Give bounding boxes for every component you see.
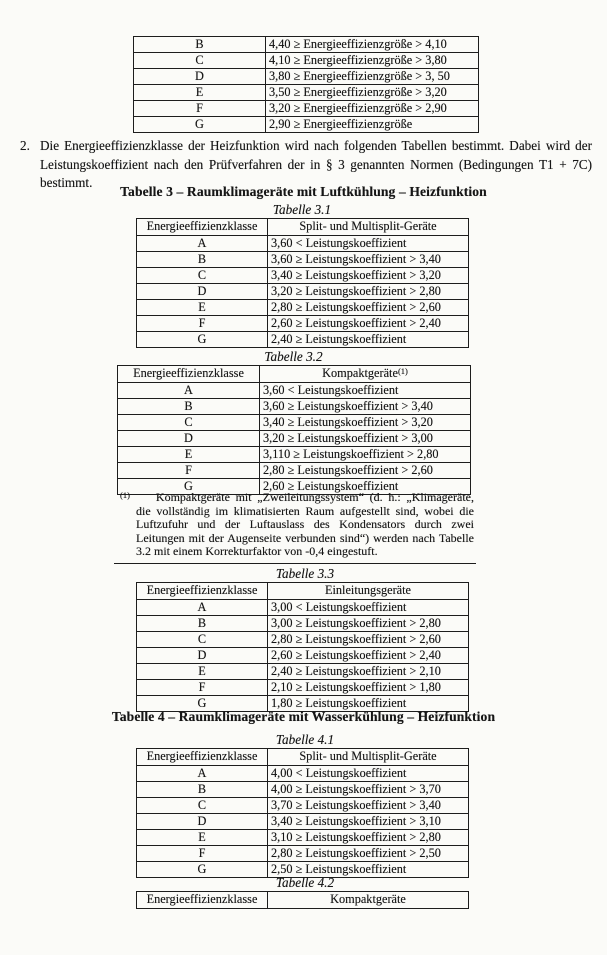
coefficient-range-cell: 4,00 ≥ Leistungskoeffizient > 3,70 [268,782,469,798]
table-row [137,680,469,696]
efficiency-class-cell: A [118,383,260,399]
column-header-class: Energieeffizienzklasse [137,749,268,766]
table-header-row [118,366,471,383]
efficiency-class-cell: C [118,415,260,431]
efficiency-class-cell: E [134,85,266,101]
coefficient-range-cell: 3,20 ≥ Leistungskoeffizient > 2,80 [268,284,469,300]
column-header-class: Energieeffizienzklasse [137,892,268,909]
coefficient-range-cell: 3,40 ≥ Leistungskoeffizient > 3,20 [260,415,471,431]
coefficient-range-cell: 2,80 ≥ Leistungskoeffizient > 2,50 [268,846,469,862]
coefficient-range-cell: 3,60 < Leistungskoeffizient [268,236,469,252]
coefficient-range-cell: 4,10 ≥ Energieeffizienzgröße > 3,80 [266,53,479,69]
table-3-2 [117,365,471,495]
table-row [137,600,469,616]
efficiency-class-cell: D [137,648,268,664]
table-row [137,664,469,680]
efficiency-class-cell: D [137,284,268,300]
column-header-class: Energieeffizienzklasse [137,583,268,600]
efficiency-class-cell: A [137,600,268,616]
table-row [118,415,471,431]
table-body [137,600,469,712]
table-4-1 [136,748,469,878]
table-row [134,53,479,69]
table-row [118,447,471,463]
efficiency-class-cell: A [137,236,268,252]
coefficient-range-cell: 2,60 ≥ Leistungskoeffizient [260,479,471,495]
table-3-1 [136,218,469,348]
coefficient-range-cell: 3,20 ≥ Energieeffizienzgröße > 2,90 [266,101,479,117]
coefficient-range-cell: 4,40 ≥ Energieeffizienzgröße > 4,10 [266,37,479,53]
coefficient-range-cell: 3,60 ≥ Leistungskoeffizient > 3,40 [268,252,469,268]
efficiency-class-cell: E [137,830,268,846]
table-row [137,814,469,830]
table-row [137,798,469,814]
efficiency-class-cell: C [137,268,268,284]
coefficient-range-cell: 3,50 ≥ Energieeffizienzgröße > 3,20 [266,85,479,101]
table-header-row [137,749,469,766]
efficiency-class-cell: E [137,664,268,680]
efficiency-class-cell: A [137,766,268,782]
coefficient-range-cell: 2,80 ≥ Leistungskoeffizient > 2,60 [268,300,469,316]
efficiency-class-cell: B [118,399,260,415]
coefficient-range-cell: 3,20 ≥ Leistungskoeffizient > 3,00 [260,431,471,447]
table-row [134,85,479,101]
efficiency-class-cell: C [137,798,268,814]
table-row [134,37,479,53]
coefficient-range-cell: 3,70 ≥ Leistungskoeffizient > 3,40 [268,798,469,814]
efficiency-class-cell: E [137,300,268,316]
efficiency-class-cell: D [118,431,260,447]
table-4-1-caption: Tabelle 4.1 [275,732,335,747]
footnote-text: Kompaktgeräte mit „Zweileitungssystem“ (d. h.: „Klimageräte, die vollständig im klimatisierten Raum aufgestellt sind, wobei die Luftzufuhr und der Luftauslass des Kondensators durch zwei Leitungen mit der Augenseite verbunden sind“) werden nach Tabelle 3.2 mit einem Korrekturfaktor von -0,4 eingestuft. [136,490,474,559]
table-row [118,463,471,479]
table-row [118,383,471,399]
column-header-device-type: Split- und Multisplit-Geräte [268,219,469,236]
efficiency-class-cell: B [137,252,268,268]
table-row [137,332,469,348]
efficiency-class-cell: F [118,463,260,479]
coefficient-range-cell: 2,90 ≥ Energieeffizienzgröße [266,117,479,133]
table-3-1-caption: Tabelle 3.1 [272,202,332,217]
coefficient-range-cell: 3,10 ≥ Leistungskoeffizient > 2,80 [268,830,469,846]
efficiency-class-cell: G [137,862,268,878]
coefficient-range-cell: 3,00 < Leistungskoeffizient [268,600,469,616]
table-body [134,37,479,133]
table-3-3 [136,582,469,712]
footnote [114,491,476,564]
table-row [137,782,469,798]
efficiency-class-cell: G [137,696,268,712]
table-row [134,101,479,117]
table-row [118,431,471,447]
table-row [137,846,469,862]
table-header-row [137,892,469,909]
table-header-row [137,583,469,600]
table-row [137,648,469,664]
coefficient-range-cell: 2,40 ≥ Leistungskoeffizient > 2,10 [268,664,469,680]
efficiency-class-cell: F [137,680,268,696]
table-row [137,236,469,252]
efficiency-class-cell: B [134,37,266,53]
table-row [137,300,469,316]
column-header-device-type: Kompaktgeräte$^{(1)}$ [260,366,471,383]
table-3-3-caption: Tabelle 3.3 [275,566,335,581]
coefficient-range-cell: 3,60 < Leistungskoeffizient [260,383,471,399]
coefficient-range-cell: 2,50 ≥ Leistungskoeffizient [268,862,469,878]
efficiency-class-cell: F [134,101,266,117]
table-row [137,316,469,332]
column-header-class: Energieeffizienzklasse [137,219,268,236]
coefficient-range-cell: 2,40 ≥ Leistungskoeffizient [268,332,469,348]
table-header-row [137,219,469,236]
coefficient-range-cell: 3,60 ≥ Leistungskoeffizient > 3,40 [260,399,471,415]
efficiency-class-cell: C [134,53,266,69]
table-row [118,399,471,415]
table-body [118,383,471,495]
table-row [137,766,469,782]
energy-efficiency-size-table [133,36,479,133]
coefficient-range-cell: 4,00 < Leistungskoeffizient [268,766,469,782]
table-row [137,830,469,846]
paragraph-text: Die Energieeffizienzklasse der Heizfunktion wird nach folgenden Tabellen bestimmt. Dabei wird der Leistungskoeffizient nach den Prüfverfahren der in § 3 genannten Normen (Bedingungen T1 + 7C) bestimmt. [40,138,592,190]
efficiency-class-cell: G [118,479,260,495]
footnote-marker: (1) [120,490,130,500]
table-row [137,632,469,648]
section3-heading: Tabelle 3 – Raumklimageräte mit Luftkühlung – Heizfunktion [120,184,487,199]
table-row [137,616,469,632]
table-row [134,69,479,85]
table-row [137,268,469,284]
footnote-reference: (1) [397,366,408,377]
coefficient-range-cell: 2,10 ≥ Leistungskoeffizient > 1,80 [268,680,469,696]
efficiency-class-cell: F [137,316,268,332]
coefficient-range-cell: 3,00 ≥ Leistungskoeffizient > 2,80 [268,616,469,632]
efficiency-class-cell: C [137,632,268,648]
table-4-2-caption: Tabelle 4.2 [275,875,335,890]
coefficient-range-cell: 3,80 ≥ Energieeffizienzgröße > 3, 50 [266,69,479,85]
coefficient-range-cell: 3,40 ≥ Leistungskoeffizient > 3,20 [268,268,469,284]
efficiency-class-cell: G [137,332,268,348]
table-row [137,284,469,300]
column-header-device-type: Split- und Multisplit-Geräte [268,749,469,766]
table-4-2 [136,891,469,909]
table-body [137,766,469,878]
efficiency-class-cell: D [137,814,268,830]
column-header-device-type: Einleitungsgeräte [268,583,469,600]
column-header-device-type: Kompaktgeräte [268,892,469,909]
table-body [137,236,469,348]
coefficient-range-cell: 2,80 ≥ Leistungskoeffizient > 2,60 [260,463,471,479]
efficiency-class-cell: F [137,846,268,862]
table-row [134,117,479,133]
table-3-2-caption: Tabelle 3.2 [264,349,323,364]
paragraph-number: 2. [20,138,30,153]
section4-heading: Tabelle 4 – Raumklimageräte mit Wasserkühlung – Heizfunktion [111,709,496,724]
table-row [137,252,469,268]
coefficient-range-cell: 2,60 ≥ Leistungskoeffizient > 2,40 [268,316,469,332]
column-header-class: Energieeffizienzklasse [118,366,260,383]
efficiency-class-cell: D [134,69,266,85]
coefficient-range-cell: 1,80 ≥ Leistungskoeffizient [268,696,469,712]
coefficient-range-cell: 2,60 ≥ Leistungskoeffizient > 2,40 [268,648,469,664]
coefficient-range-cell: 3,40 ≥ Leistungskoeffizient > 3,10 [268,814,469,830]
efficiency-class-cell: B [137,782,268,798]
efficiency-class-cell: G [134,117,266,133]
coefficient-range-cell: 3,110 ≥ Leistungskoeffizient > 2,80 [260,447,471,463]
efficiency-class-cell: E [118,447,260,463]
coefficient-range-cell: 2,80 ≥ Leistungskoeffizient > 2,60 [268,632,469,648]
efficiency-class-cell: B [137,616,268,632]
